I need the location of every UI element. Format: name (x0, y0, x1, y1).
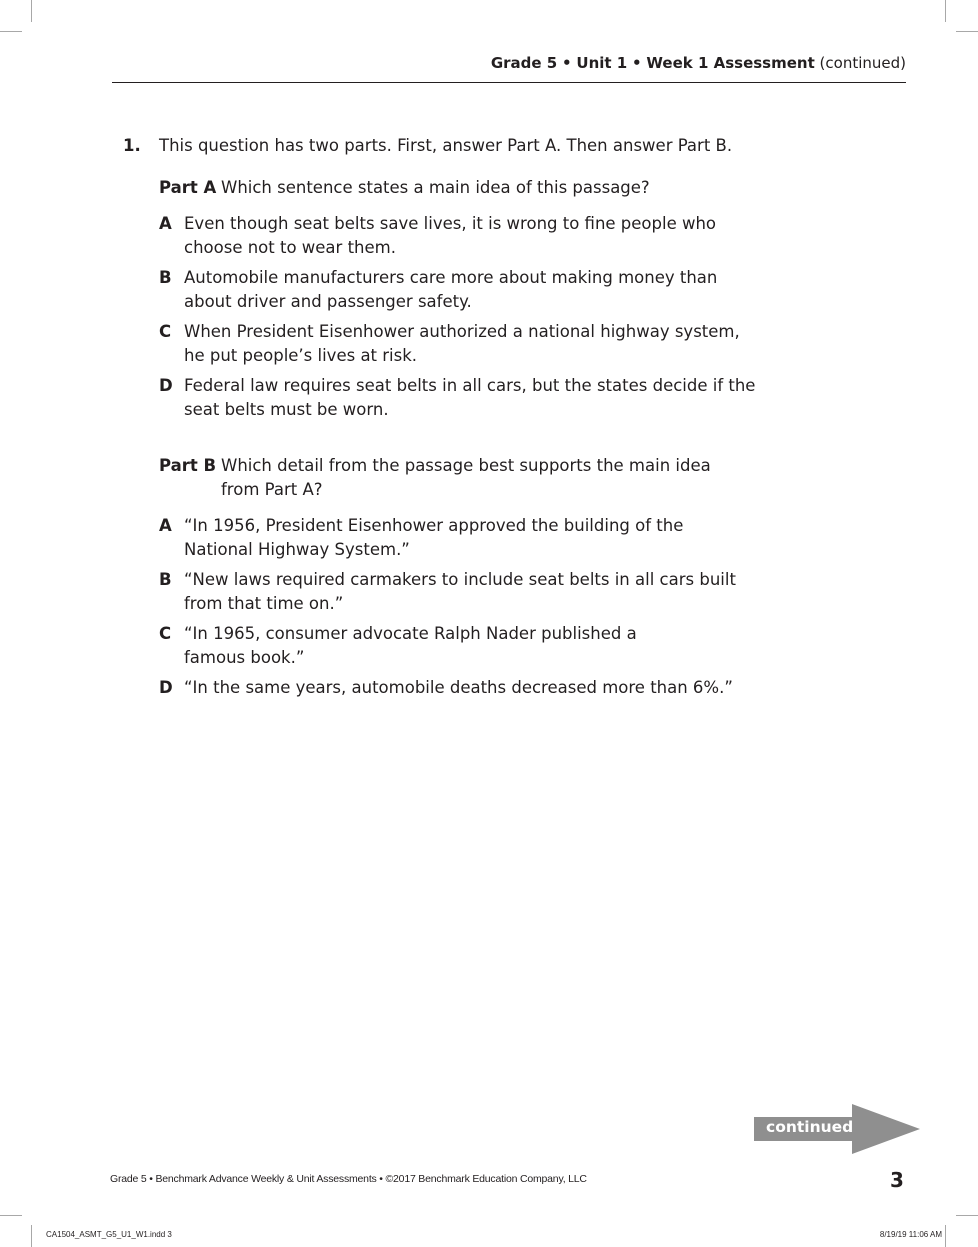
option-text: “In 1956, President Eisenhower approved the building of the National Highway System.” (184, 516, 684, 559)
option-text: Even though seat belts save lives, it is wrong to fine people who choose not to wear them. (184, 214, 717, 257)
option-text: “In the same years, automobile deaths decreased more than 6%.” (184, 678, 733, 697)
crop-mark (31, 1225, 32, 1247)
running-header (491, 54, 906, 72)
page-number: 3 (890, 1168, 904, 1192)
part-b-prompt: Which detail from the passage best supports the main idea from Part A? (221, 456, 711, 499)
crop-mark (956, 31, 978, 32)
part-b-option-b[interactable] (159, 568, 759, 616)
slug-filename: CA1504_ASMT_G5_U1_W1.indd 3 (46, 1230, 172, 1239)
header-bullet: • (562, 54, 572, 72)
header-unit: Unit 1 (576, 54, 628, 72)
header-rule (112, 82, 906, 83)
header-bullet: • (632, 54, 642, 72)
option-text: Federal law requires seat belts in all cars, but the states decide if the seat belts must be worn. (184, 376, 756, 419)
part-a-option-a[interactable] (159, 212, 759, 260)
part-a-label: Part A (159, 178, 217, 197)
option-text: “In 1965, consumer advocate Ralph Nader published a famous book.” (184, 624, 637, 667)
part-b (159, 454, 759, 697)
continued-label: continued (766, 1118, 854, 1136)
footer-credit: Grade 5 • Benchmark Advance Weekly & Unit Assessments • ©2017 Benchmark Education Company, LLC (110, 1173, 587, 1185)
option-letter: B (159, 268, 172, 287)
header-grade: Grade 5 (490, 54, 558, 72)
part-a-option-c[interactable] (159, 320, 759, 368)
part-b-option-c[interactable] (159, 622, 649, 670)
option-letter: D (159, 376, 173, 395)
part-b-title (159, 454, 721, 502)
question-number: 1. (123, 136, 141, 155)
option-letter: A (159, 214, 172, 233)
option-letter: C (159, 322, 172, 341)
part-a-option-d[interactable] (159, 374, 759, 422)
crop-mark (945, 1225, 946, 1247)
part-b-option-d[interactable] (159, 676, 759, 700)
crop-mark (0, 1215, 22, 1216)
header-week: Week 1 Assessment (646, 54, 815, 72)
continued-arrow (754, 1104, 920, 1154)
crop-mark (0, 31, 22, 32)
part-b-label: Part B (159, 456, 217, 475)
part-a-title (159, 176, 759, 200)
option-letter: D (159, 678, 173, 697)
crop-mark (31, 0, 32, 22)
option-letter: C (159, 624, 172, 643)
part-b-option-a[interactable] (159, 514, 689, 562)
part-a-prompt: Which sentence states a main idea of this passage? (221, 178, 650, 197)
option-letter: B (159, 570, 172, 589)
part-a-option-b[interactable] (159, 266, 759, 314)
header-suffix: (continued) (819, 54, 906, 72)
slug-timestamp: 8/19/19 11:06 AM (879, 1230, 942, 1239)
question-stem: This question has two parts. First, answer Part A. Then answer Part B. (159, 136, 733, 155)
crop-mark (956, 1215, 978, 1216)
option-text: Automobile manufacturers care more about making money than about driver and passenger safety. (184, 268, 718, 311)
option-text: “New laws required carmakers to include seat belts in all cars built from that time on.” (184, 570, 736, 613)
part-a (159, 176, 759, 419)
crop-mark (945, 0, 946, 22)
option-letter: A (159, 516, 172, 535)
option-text: When President Eisenhower authorized a national highway system, he put people’s lives at risk. (184, 322, 740, 365)
